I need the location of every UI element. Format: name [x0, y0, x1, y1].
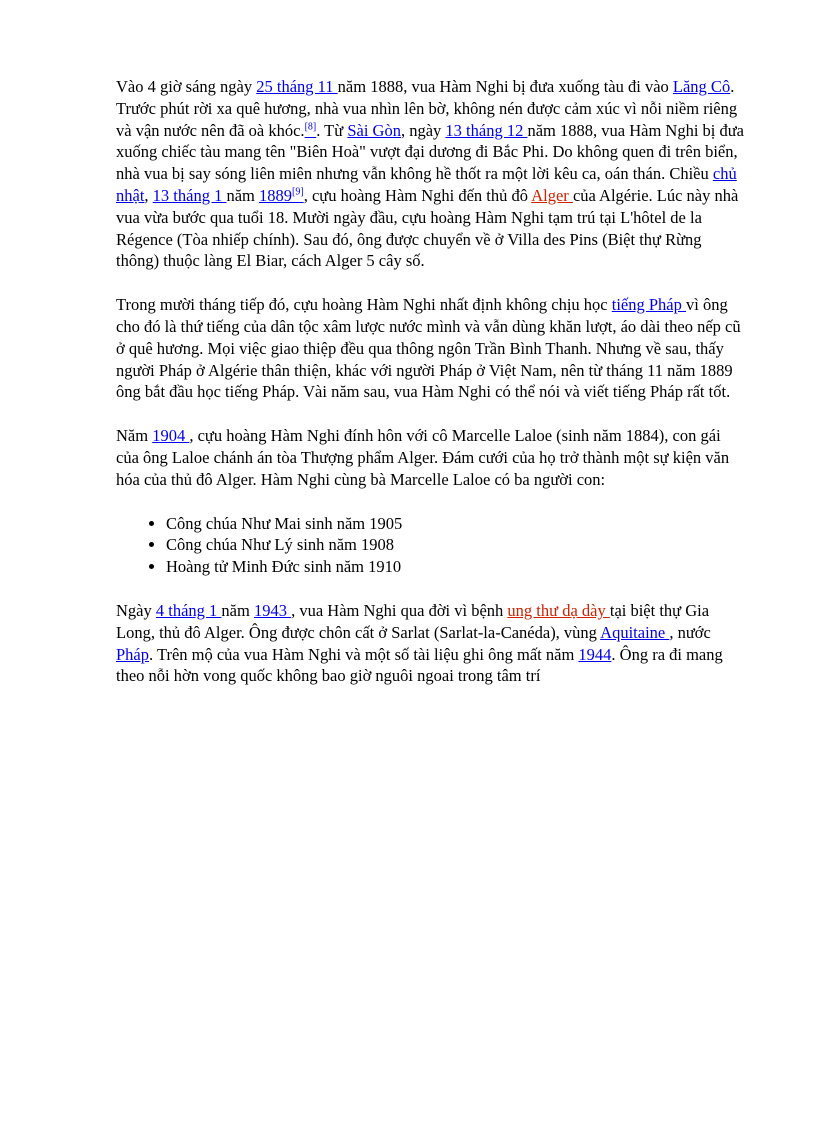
text-run: Năm — [116, 426, 153, 446]
link-13-thang-12[interactable]: 13 tháng 12 — [445, 120, 528, 140]
document-page — [116, 76, 746, 709]
link-1904[interactable]: 1904 — [152, 426, 190, 446]
citation-marker[interactable]: [8] — [304, 121, 317, 133]
text-run: vì ông cho đó là thứ tiếng của dân tộc xâm lược nước mình và vẫn dùng khăn lượt, áo dài theo nếp cũ ở quê hương. Mọi việc giao thiệp đều qua thông ngôn Trần Bình Thanh. Nhưng về sau, thấy người Pháp ở Algérie thân thiện, khác với người Pháp ở Việt Nam, nên từ tháng 11 năm 1889 ông bắt đầu học tiếng Pháp. Vài năm sau, vua Hàm Nghi có thể nói và viết tiếng Pháp rất tốt. — [116, 295, 741, 402]
link-chu-nhat[interactable]: chủ nhật — [116, 164, 737, 205]
paragraph-marriage — [116, 425, 746, 490]
text-run: của Algérie. Lúc này nhà vua vừa bước qua tuổi 18. Mười ngày đầu, cựu hoàng Hàm Nghi tạm trú tại L'hôtel de la Régence (Tòa nhiếp chính). Sau đó, ông được chuyển về ở Villa des Pins (Biệt thự Rừng thông) thuộc làng El Biar, cách Alger 5 cây số. — [116, 185, 739, 271]
text-run: năm 1888, vua Hàm Nghi bị đưa xuống chiếc tàu mang tên "Biên Hoà" vượt đại dương đi Bắc Phi. Do không quen đi trên biển, nhà vua bị say sóng liên miên nhưng vẫn không hề thốt ra một lời kêu ca, oán thán. Chiều — [116, 120, 744, 184]
link-1889[interactable]: 1889 — [259, 185, 293, 205]
list-item: • Công chúa Như Mai sinh năm 1905 — [166, 513, 746, 535]
link-4-thang-1[interactable]: 4 tháng 1 — [155, 600, 222, 620]
link-13-thang-1[interactable]: 13 tháng 1 — [152, 185, 227, 205]
text-run: , vua Hàm Nghi qua đời vì bệnh — [291, 600, 508, 620]
link-phap[interactable]: Pháp — [116, 644, 149, 664]
paragraph-learning-french — [116, 294, 746, 403]
text-run: Trong mười tháng tiếp đó, cựu hoàng Hàm Nghi nhất định không chịu học — [116, 295, 612, 315]
citation-link[interactable] — [305, 121, 317, 140]
text-run: tại biệt thự Gia Long, thủ đô Alger. Ông được chôn cất ở Sarlat (Sarlat-la-Canéda), vùng — [116, 600, 710, 642]
text-run: , cựu hoàng Hàm Nghi đính hôn với cô Marcelle Laloe (sinh năm 1884), con gái của ông Laloe chánh án tòa Thượng phẩm Alger. Đám cưới của họ trở thành một sự kiện văn hóa của thủ đô Alger. Hàm Nghi cùng bà Marcelle Laloe có ba người con: — [116, 426, 730, 489]
text-run: . Trước phút rời xa quê hương, nhà vua nhìn lên bờ, không nén được cảm xúc vì nỗi niềm riêng và vận nước nên đã oà khóc. — [116, 77, 738, 140]
text-run: , nước — [669, 622, 711, 642]
paragraph-exile-journey — [116, 76, 746, 272]
paragraph-death — [116, 600, 746, 687]
citation-marker[interactable]: [9] — [292, 186, 304, 198]
link-ung-thu-da-day[interactable]: ung thư dạ dày — [507, 600, 610, 620]
citation-link[interactable] — [292, 186, 304, 205]
link-25-thang-11[interactable]: 25 tháng 11 — [256, 77, 338, 96]
text-run: . Trên mộ của vua Hàm Nghi và một số tài liệu ghi ông mất năm — [149, 644, 579, 664]
text-run: , — [144, 185, 153, 205]
link-sai-gon[interactable]: Sài Gòn — [347, 120, 401, 140]
text-run: năm 1888, vua Hàm Nghi bị đưa xuống tàu đi vào — [337, 77, 673, 96]
text-run: năm — [226, 185, 260, 205]
children-list — [116, 513, 746, 578]
list-item: • Hoàng tử Minh Đức sinh năm 1910 — [166, 556, 746, 578]
list-item: • Công chúa Như Lý sinh năm 1908 — [166, 534, 746, 556]
link-tieng-phap[interactable]: tiếng Pháp — [611, 295, 686, 315]
text-run: , cựu hoàng Hàm Nghi đến thủ đô — [303, 185, 532, 205]
text-run: , ngày — [400, 120, 446, 140]
link-aquitaine[interactable]: Aquitaine — [600, 622, 670, 642]
link-alger[interactable]: Alger — [531, 185, 573, 205]
text-run: . Ông ra đi mang theo nỗi hờn vong quốc không bao giờ nguôi ngoai trong tâm trí — [116, 644, 723, 686]
text-run: . Từ — [316, 120, 348, 140]
link-1944[interactable]: 1944 — [578, 644, 612, 664]
link-lang-co[interactable]: Lăng Cô — [672, 77, 731, 96]
text-run: năm — [221, 600, 254, 620]
link-1943[interactable]: 1943 — [253, 600, 292, 620]
text-run: Vào 4 giờ sáng ngày — [116, 77, 257, 96]
text-run: Ngày — [116, 600, 156, 620]
